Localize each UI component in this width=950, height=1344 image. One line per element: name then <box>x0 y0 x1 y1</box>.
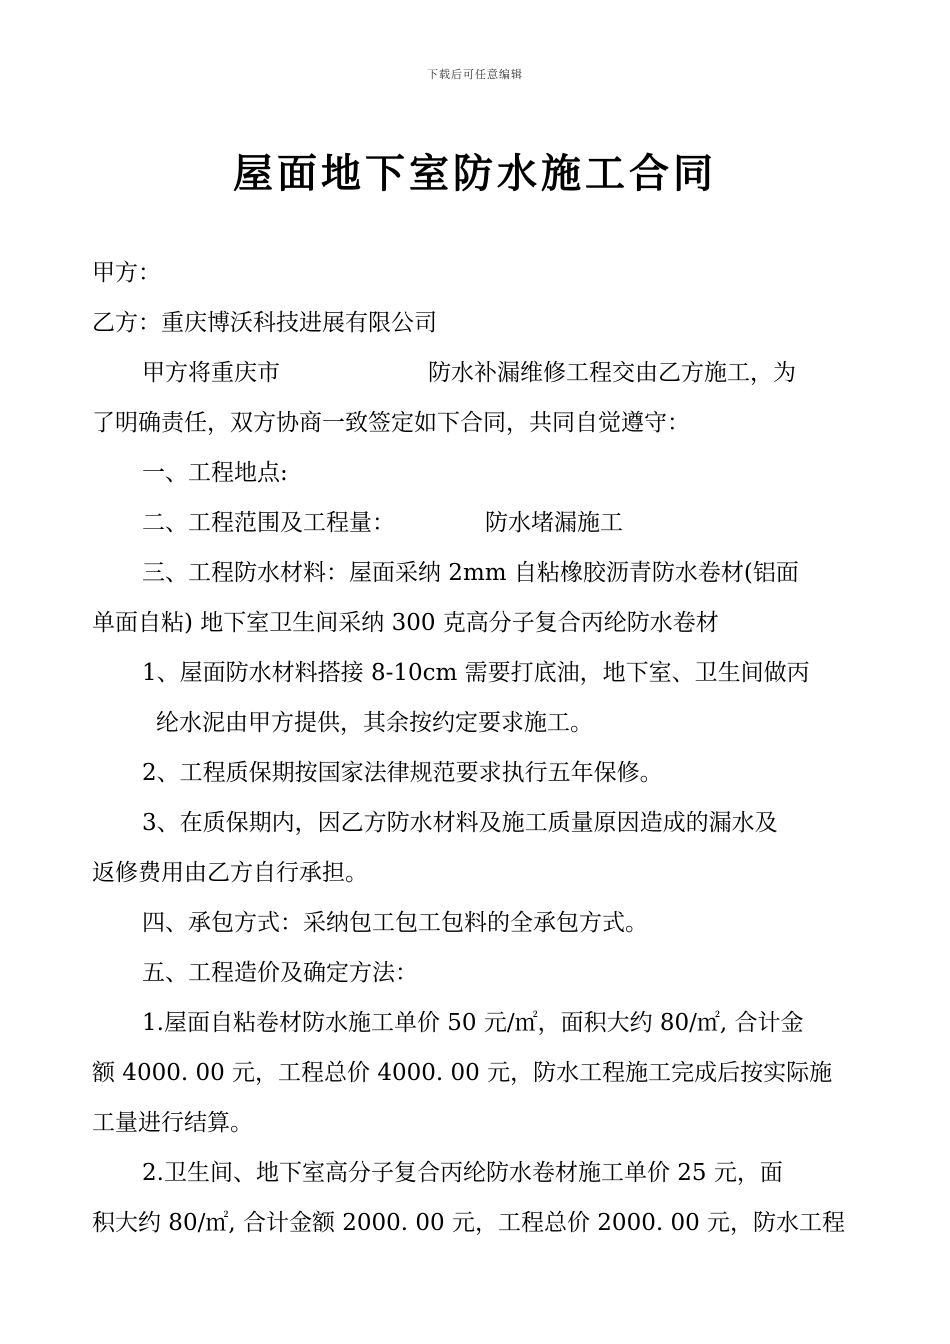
clause-3-materials-line-1: 三、工程防水材料：屋面采纳 2mm 自粘橡胶沥青防水卷材(铝面 <box>142 560 799 586</box>
party-b-line: 乙方：重庆博沃科技进展有限公司 <box>92 310 437 336</box>
price-item-2-line-1: 2.卫生间、地下室高分子复合丙纶防水卷材施工单价 25 元，面 <box>142 1160 783 1186</box>
contract-body <box>92 248 862 1248</box>
document-title: 屋面地下室防水施工合同 <box>233 150 717 197</box>
item-2-warranty: 2、工程质保期按国家法律规范要求执行五年保修。 <box>142 760 663 786</box>
clause-2-value: 防水堵漏施工 <box>485 510 623 536</box>
clause-5-pricing: 五、工程造价及确定方法： <box>142 960 418 986</box>
item-3-line-2: 返修费用由乙方自行承担。 <box>92 860 368 886</box>
intro-line-1 <box>92 348 862 398</box>
price-item-1-line-1: 1.屋面自粘卷材防水施工单价 50 元/㎡，面积大约 80/㎡, 合计金 <box>142 1010 804 1036</box>
clause-3-materials-line-2: 单面自粘) 地下室卫生间采纳 300 克高分子复合丙纶防水卷材 <box>92 610 719 636</box>
item-1-line-2: 纶水泥由甲方提供，其余按约定要求施工。 <box>156 710 593 736</box>
intro-line-2: 了明确责任，双方协商一致签定如下合同，共同自觉遵守： <box>92 410 690 436</box>
price-item-1-line-2: 额 4000. 00 元，工程总价 4000. 00 元，防水工程施工完成后按实际施 <box>92 1060 833 1086</box>
clause-2-label: 二、工程范围及工程量： <box>142 510 395 536</box>
price-item-1-line-3: 工量进行结算。 <box>92 1110 253 1136</box>
clause-1-location: 一、工程地点: <box>142 460 288 486</box>
item-3-line-1: 3、在质保期内，因乙方防水材料及施工质量原因造成的漏水及 <box>142 810 778 836</box>
page-header-note: 下载后可任意编辑 <box>427 68 523 81</box>
clause-2-scope <box>92 498 862 548</box>
intro-line-1-end: 防水补漏维修工程交由乙方施工，为 <box>428 360 796 386</box>
item-1-line-1: 1、屋面防水材料搭接 8-10cm 需要打底油，地下室、卫生间做丙 <box>142 660 810 686</box>
intro-line-1-start: 甲方将重庆市 <box>142 360 280 386</box>
party-a-line: 甲方： <box>92 260 161 286</box>
price-item-2-line-2: 积大约 80/㎡, 合计金额 2000. 00 元，工程总价 2000. 00 元，防水工程 <box>92 1210 846 1236</box>
clause-4-contract-method: 四、承包方式：采纳包工包工包料的全承包方式。 <box>142 910 648 936</box>
